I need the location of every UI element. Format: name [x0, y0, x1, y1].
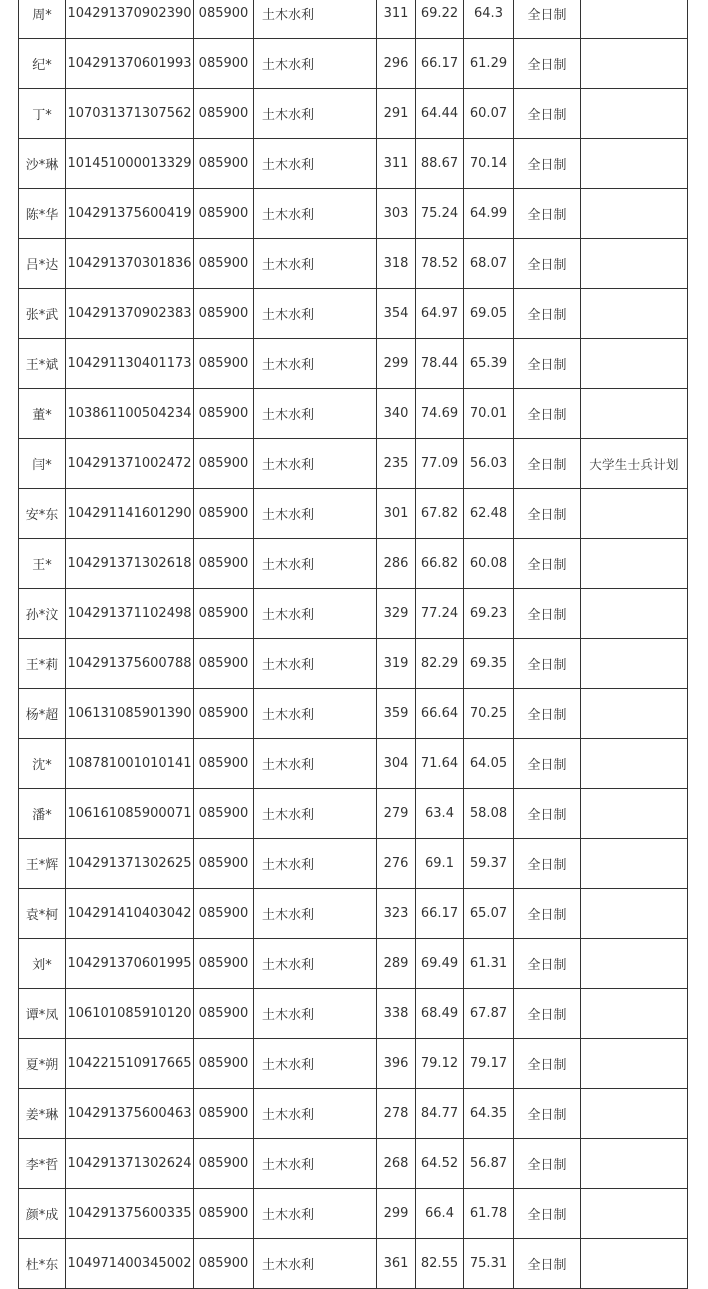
major-code-cell: 085900	[194, 1139, 254, 1189]
table-row	[19, 839, 688, 889]
retest-score-cell: 79.12	[416, 1039, 464, 1089]
major-name-cell: 土木水利	[254, 639, 377, 689]
study-mode-cell: 全日制	[514, 189, 581, 239]
major-name-cell: 土木水利	[254, 0, 377, 39]
retest-score-cell: 69.49	[416, 939, 464, 989]
table-row	[19, 1089, 688, 1139]
major-code-cell: 085900	[194, 539, 254, 589]
retest-score-cell: 66.82	[416, 539, 464, 589]
major-name-cell: 土木水利	[254, 1139, 377, 1189]
remark-cell	[581, 889, 688, 939]
major-code-cell: 085900	[194, 839, 254, 889]
major-code-cell: 085900	[194, 1239, 254, 1289]
study-mode-cell: 全日制	[514, 839, 581, 889]
remark-cell	[581, 839, 688, 889]
exam-number-cell: 104291375600335	[66, 1189, 194, 1239]
exam-number-cell: 106161085900071	[66, 789, 194, 839]
major-code-cell: 085900	[194, 1039, 254, 1089]
major-name-cell: 土木水利	[254, 839, 377, 889]
retest-score-cell: 66.64	[416, 689, 464, 739]
table-row	[19, 539, 688, 589]
initial-score-cell: 311	[377, 139, 416, 189]
major-name-cell: 土木水利	[254, 1039, 377, 1089]
remark-cell	[581, 489, 688, 539]
study-mode-cell: 全日制	[514, 939, 581, 989]
retest-score-cell: 78.44	[416, 339, 464, 389]
exam-number-cell: 108781001010141	[66, 739, 194, 789]
candidate-name-cell: 夏*朔	[19, 1039, 66, 1089]
study-mode-cell: 全日制	[514, 589, 581, 639]
total-score-cell: 68.07	[464, 239, 514, 289]
initial-score-cell: 276	[377, 839, 416, 889]
exam-number-cell: 104291371302624	[66, 1139, 194, 1189]
total-score-cell: 61.31	[464, 939, 514, 989]
major-code-cell: 085900	[194, 289, 254, 339]
remark-cell	[581, 339, 688, 389]
remark-cell	[581, 939, 688, 989]
candidate-name-cell: 谭*凤	[19, 989, 66, 1039]
study-mode-cell: 全日制	[514, 339, 581, 389]
table-row	[19, 989, 688, 1039]
candidate-name-cell: 陈*华	[19, 189, 66, 239]
retest-score-cell: 88.67	[416, 139, 464, 189]
retest-score-cell: 67.82	[416, 489, 464, 539]
major-name-cell: 土木水利	[254, 439, 377, 489]
major-code-cell: 085900	[194, 439, 254, 489]
table-row	[19, 439, 688, 489]
exam-number-cell: 103861100504234	[66, 389, 194, 439]
candidate-name-cell: 纪*	[19, 39, 66, 89]
retest-score-cell: 84.77	[416, 1089, 464, 1139]
total-score-cell: 67.87	[464, 989, 514, 1039]
total-score-cell: 65.39	[464, 339, 514, 389]
initial-score-cell: 329	[377, 589, 416, 639]
retest-score-cell: 82.55	[416, 1239, 464, 1289]
total-score-cell: 61.29	[464, 39, 514, 89]
major-code-cell: 085900	[194, 489, 254, 539]
table-row	[19, 639, 688, 689]
initial-score-cell: 361	[377, 1239, 416, 1289]
initial-score-cell: 279	[377, 789, 416, 839]
major-name-cell: 土木水利	[254, 139, 377, 189]
total-score-cell: 64.3	[464, 0, 514, 39]
candidate-name-cell: 王*辉	[19, 839, 66, 889]
candidate-name-cell: 王*莉	[19, 639, 66, 689]
major-name-cell: 土木水利	[254, 689, 377, 739]
major-code-cell: 085900	[194, 89, 254, 139]
remark-cell	[581, 89, 688, 139]
initial-score-cell: 396	[377, 1039, 416, 1089]
major-code-cell: 085900	[194, 189, 254, 239]
study-mode-cell: 全日制	[514, 789, 581, 839]
table-row	[19, 789, 688, 839]
exam-number-cell: 104291370601995	[66, 939, 194, 989]
total-score-cell: 61.78	[464, 1189, 514, 1239]
retest-score-cell: 77.09	[416, 439, 464, 489]
candidate-name-cell: 董*	[19, 389, 66, 439]
exam-number-cell: 104291371102498	[66, 589, 194, 639]
initial-score-cell: 323	[377, 889, 416, 939]
remark-cell	[581, 389, 688, 439]
major-name-cell: 土木水利	[254, 889, 377, 939]
major-name-cell: 土木水利	[254, 1239, 377, 1289]
table-row	[19, 39, 688, 89]
major-name-cell: 土木水利	[254, 239, 377, 289]
remark-cell	[581, 1189, 688, 1239]
total-score-cell: 60.08	[464, 539, 514, 589]
retest-score-cell: 66.17	[416, 889, 464, 939]
table-row	[19, 1239, 688, 1289]
remark-cell	[581, 1039, 688, 1089]
remark-cell	[581, 289, 688, 339]
exam-number-cell: 106101085910120	[66, 989, 194, 1039]
total-score-cell: 70.25	[464, 689, 514, 739]
table-row	[19, 139, 688, 189]
table-row	[19, 1039, 688, 1089]
exam-number-cell: 104291130401173	[66, 339, 194, 389]
major-name-cell: 土木水利	[254, 739, 377, 789]
table-row	[19, 939, 688, 989]
major-name-cell: 土木水利	[254, 389, 377, 439]
total-score-cell: 60.07	[464, 89, 514, 139]
major-name-cell: 土木水利	[254, 39, 377, 89]
major-name-cell: 土木水利	[254, 189, 377, 239]
study-mode-cell: 全日制	[514, 739, 581, 789]
study-mode-cell: 全日制	[514, 1239, 581, 1289]
table-row	[19, 89, 688, 139]
major-code-cell: 085900	[194, 639, 254, 689]
exam-number-cell: 104291371002472	[66, 439, 194, 489]
retest-score-cell: 69.1	[416, 839, 464, 889]
initial-score-cell: 278	[377, 1089, 416, 1139]
candidate-name-cell: 孙*汶	[19, 589, 66, 639]
table-row	[19, 889, 688, 939]
table-row	[19, 289, 688, 339]
remark-cell	[581, 739, 688, 789]
initial-score-cell: 354	[377, 289, 416, 339]
major-name-cell: 土木水利	[254, 989, 377, 1039]
exam-number-cell: 104971400345002	[66, 1239, 194, 1289]
exam-number-cell: 104291370902383	[66, 289, 194, 339]
remark-cell	[581, 689, 688, 739]
candidate-name-cell: 吕*达	[19, 239, 66, 289]
major-code-cell: 085900	[194, 789, 254, 839]
major-name-cell: 土木水利	[254, 1089, 377, 1139]
remark-cell	[581, 189, 688, 239]
remark-cell	[581, 1089, 688, 1139]
candidate-name-cell: 周*	[19, 0, 66, 39]
retest-score-cell: 75.24	[416, 189, 464, 239]
initial-score-cell: 304	[377, 739, 416, 789]
table-row	[19, 189, 688, 239]
table-row	[19, 689, 688, 739]
major-code-cell: 085900	[194, 939, 254, 989]
total-score-cell: 59.37	[464, 839, 514, 889]
study-mode-cell: 全日制	[514, 1139, 581, 1189]
major-name-cell: 土木水利	[254, 289, 377, 339]
study-mode-cell: 全日制	[514, 1039, 581, 1089]
candidate-name-cell: 安*东	[19, 489, 66, 539]
table-row	[19, 489, 688, 539]
total-score-cell: 56.87	[464, 1139, 514, 1189]
total-score-cell: 64.05	[464, 739, 514, 789]
study-mode-cell: 全日制	[514, 289, 581, 339]
initial-score-cell: 311	[377, 0, 416, 39]
exam-number-cell: 104291371302618	[66, 539, 194, 589]
total-score-cell: 65.07	[464, 889, 514, 939]
total-score-cell: 70.14	[464, 139, 514, 189]
study-mode-cell: 全日制	[514, 889, 581, 939]
total-score-cell: 64.99	[464, 189, 514, 239]
table-body	[19, 0, 688, 1289]
study-mode-cell: 全日制	[514, 239, 581, 289]
study-mode-cell: 全日制	[514, 639, 581, 689]
candidate-name-cell: 沈*	[19, 739, 66, 789]
candidate-name-cell: 刘*	[19, 939, 66, 989]
total-score-cell: 56.03	[464, 439, 514, 489]
table-row	[19, 339, 688, 389]
candidate-name-cell: 杜*东	[19, 1239, 66, 1289]
retest-score-cell: 64.52	[416, 1139, 464, 1189]
remark-cell	[581, 789, 688, 839]
candidate-name-cell: 潘*	[19, 789, 66, 839]
initial-score-cell: 299	[377, 1189, 416, 1239]
major-code-cell: 085900	[194, 139, 254, 189]
initial-score-cell: 338	[377, 989, 416, 1039]
initial-score-cell: 318	[377, 239, 416, 289]
retest-score-cell: 77.24	[416, 589, 464, 639]
exam-number-cell: 104291370301836	[66, 239, 194, 289]
table-row	[19, 0, 688, 39]
exam-number-cell: 106131085901390	[66, 689, 194, 739]
initial-score-cell: 296	[377, 39, 416, 89]
major-name-cell: 土木水利	[254, 489, 377, 539]
major-name-cell: 土木水利	[254, 339, 377, 389]
major-code-cell: 085900	[194, 1089, 254, 1139]
study-mode-cell: 全日制	[514, 1189, 581, 1239]
candidate-name-cell: 杨*超	[19, 689, 66, 739]
major-code-cell: 085900	[194, 39, 254, 89]
remark-cell	[581, 39, 688, 89]
major-code-cell: 085900	[194, 689, 254, 739]
exam-number-cell: 104291410403042	[66, 889, 194, 939]
candidate-name-cell: 李*哲	[19, 1139, 66, 1189]
remark-cell: 大学生士兵计划	[581, 439, 688, 489]
initial-score-cell: 235	[377, 439, 416, 489]
study-mode-cell: 全日制	[514, 489, 581, 539]
retest-score-cell: 63.4	[416, 789, 464, 839]
initial-score-cell: 303	[377, 189, 416, 239]
exam-number-cell: 101451000013329	[66, 139, 194, 189]
study-mode-cell: 全日制	[514, 389, 581, 439]
major-name-cell: 土木水利	[254, 539, 377, 589]
major-code-cell: 085900	[194, 1189, 254, 1239]
major-code-cell: 085900	[194, 239, 254, 289]
candidate-name-cell: 王*	[19, 539, 66, 589]
study-mode-cell: 全日制	[514, 539, 581, 589]
candidate-name-cell: 沙*琳	[19, 139, 66, 189]
remark-cell	[581, 139, 688, 189]
candidate-name-cell: 丁*	[19, 89, 66, 139]
exam-number-cell: 104221510917665	[66, 1039, 194, 1089]
major-name-cell: 土木水利	[254, 89, 377, 139]
remark-cell	[581, 0, 688, 39]
total-score-cell: 62.48	[464, 489, 514, 539]
study-mode-cell: 全日制	[514, 689, 581, 739]
initial-score-cell: 340	[377, 389, 416, 439]
remark-cell	[581, 239, 688, 289]
initial-score-cell: 286	[377, 539, 416, 589]
initial-score-cell: 359	[377, 689, 416, 739]
initial-score-cell: 291	[377, 89, 416, 139]
major-code-cell: 085900	[194, 739, 254, 789]
candidate-name-cell: 袁*柯	[19, 889, 66, 939]
exam-number-cell: 104291141601290	[66, 489, 194, 539]
retest-score-cell: 66.17	[416, 39, 464, 89]
retest-score-cell: 64.97	[416, 289, 464, 339]
major-code-cell: 085900	[194, 889, 254, 939]
retest-score-cell: 78.52	[416, 239, 464, 289]
major-name-cell: 土木水利	[254, 1189, 377, 1239]
major-code-cell: 085900	[194, 0, 254, 39]
total-score-cell: 64.35	[464, 1089, 514, 1139]
total-score-cell: 69.05	[464, 289, 514, 339]
exam-number-cell: 104291371302625	[66, 839, 194, 889]
major-name-cell: 土木水利	[254, 939, 377, 989]
retest-score-cell: 74.69	[416, 389, 464, 439]
table-row	[19, 389, 688, 439]
remark-cell	[581, 989, 688, 1039]
study-mode-cell: 全日制	[514, 0, 581, 39]
initial-score-cell: 301	[377, 489, 416, 539]
remark-cell	[581, 589, 688, 639]
table-row	[19, 739, 688, 789]
total-score-cell: 70.01	[464, 389, 514, 439]
candidate-name-cell: 张*武	[19, 289, 66, 339]
major-name-cell: 土木水利	[254, 789, 377, 839]
candidate-name-cell: 闫*	[19, 439, 66, 489]
retest-score-cell: 66.4	[416, 1189, 464, 1239]
remark-cell	[581, 639, 688, 689]
major-code-cell: 085900	[194, 339, 254, 389]
candidate-name-cell: 颜*成	[19, 1189, 66, 1239]
major-code-cell: 085900	[194, 989, 254, 1039]
initial-score-cell: 319	[377, 639, 416, 689]
exam-number-cell: 107031371307562	[66, 89, 194, 139]
exam-number-cell: 104291370601993	[66, 39, 194, 89]
remark-cell	[581, 1239, 688, 1289]
exam-number-cell: 104291370902390	[66, 0, 194, 39]
initial-score-cell: 299	[377, 339, 416, 389]
retest-score-cell: 68.49	[416, 989, 464, 1039]
initial-score-cell: 289	[377, 939, 416, 989]
major-code-cell: 085900	[194, 589, 254, 639]
table-row	[19, 1189, 688, 1239]
study-mode-cell: 全日制	[514, 39, 581, 89]
study-mode-cell: 全日制	[514, 89, 581, 139]
table-row	[19, 1139, 688, 1189]
total-score-cell: 79.17	[464, 1039, 514, 1089]
admission-table	[18, 0, 688, 1289]
retest-score-cell: 69.22	[416, 0, 464, 39]
total-score-cell: 75.31	[464, 1239, 514, 1289]
exam-number-cell: 104291375600419	[66, 189, 194, 239]
major-name-cell: 土木水利	[254, 589, 377, 639]
exam-number-cell: 104291375600788	[66, 639, 194, 689]
table-row	[19, 589, 688, 639]
study-mode-cell: 全日制	[514, 989, 581, 1039]
initial-score-cell: 268	[377, 1139, 416, 1189]
total-score-cell: 69.35	[464, 639, 514, 689]
table-row	[19, 239, 688, 289]
study-mode-cell: 全日制	[514, 439, 581, 489]
candidate-name-cell: 王*斌	[19, 339, 66, 389]
exam-number-cell: 104291375600463	[66, 1089, 194, 1139]
total-score-cell: 58.08	[464, 789, 514, 839]
remark-cell	[581, 539, 688, 589]
study-mode-cell: 全日制	[514, 139, 581, 189]
candidate-name-cell: 姜*琳	[19, 1089, 66, 1139]
major-code-cell: 085900	[194, 389, 254, 439]
retest-score-cell: 71.64	[416, 739, 464, 789]
retest-score-cell: 82.29	[416, 639, 464, 689]
total-score-cell: 69.23	[464, 589, 514, 639]
retest-score-cell: 64.44	[416, 89, 464, 139]
study-mode-cell: 全日制	[514, 1089, 581, 1139]
remark-cell	[581, 1139, 688, 1189]
